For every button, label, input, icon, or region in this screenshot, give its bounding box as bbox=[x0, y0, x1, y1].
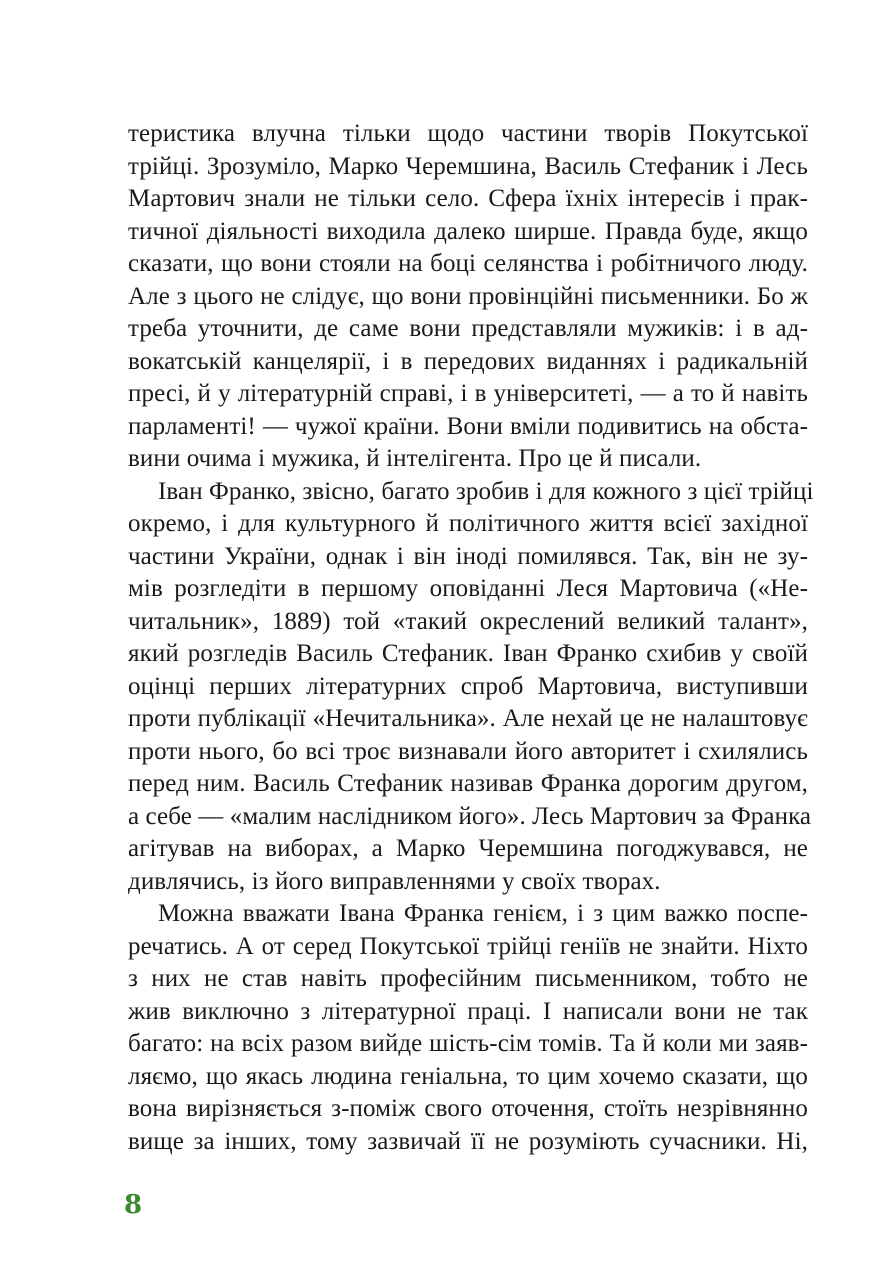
text-line: вокатській канцелярії, і в передових виданнях і радикальній bbox=[128, 347, 808, 375]
body-text bbox=[128, 118, 814, 1158]
text-line: багато: на всіх разом вийде шість-сім томів. Та й коли ми заяв- bbox=[128, 1030, 808, 1057]
text-line: частини України, однак і він іноді помилявся. Так, він не зу- bbox=[128, 542, 808, 570]
text-line: з них не став навіть професійним письменником, тобто не bbox=[128, 965, 808, 992]
text-line: проти публікації «Нечитальника». Але нехай це не налаштовує bbox=[128, 705, 808, 732]
text-line: речатись. А от серед Покутської трійці геніїв не знайти. Ніхто bbox=[128, 932, 808, 960]
text-line: трійці. Зрозуміло, Марко Черемшина, Василь Стефаник і Лесь bbox=[128, 152, 808, 180]
paragraph-1 bbox=[128, 118, 808, 476]
text-line: ляємо, що якась людина геніальна, то цим хочемо сказати, що bbox=[128, 1062, 808, 1090]
text-line: треба уточнити, де саме вони представляли мужиків: і в ад- bbox=[128, 315, 808, 342]
text-line: а себе — «малим наслідником його». Лесь Мартович за Франка bbox=[128, 802, 812, 830]
page-number: 8 bbox=[124, 1190, 143, 1220]
text-line: перед ним. Василь Стефаник називав Франка дорогим другом, bbox=[128, 770, 808, 797]
text-line: вище за інших, тому зазвичай її не розуміють сучасники. Ні, bbox=[128, 1127, 808, 1155]
text-line: дивлячись, із його виправленнями у своїх творах. bbox=[128, 867, 661, 895]
text-line: Мартович знали не тільки село. Сфера їхніх інтересів і прак- bbox=[128, 185, 808, 212]
text-line: жив виключно з літературної праці. І написали вони не так bbox=[128, 997, 808, 1025]
text-line: Але з цього не слідує, що вони провінційні письменники. Бо ж bbox=[128, 282, 808, 310]
text-line: вини очима і мужика, й інтелігента. Про це й писали. bbox=[128, 445, 702, 472]
text-line: читальник», 1889) той «такий окреслений великий талант», bbox=[128, 607, 808, 635]
text-line: агітував на виборах, а Марко Черемшина погоджувався, не bbox=[128, 835, 808, 862]
text-line: мів розгледіти в першому оповіданні Леся Мартовича («Не- bbox=[128, 575, 808, 602]
text-line: Можна вважати Івана Франка генієм, і з цим важко поспе- bbox=[158, 900, 808, 927]
paragraph-2 bbox=[128, 476, 814, 899]
text-line: теристика влучна тільки щодо частини творів Покутської bbox=[128, 120, 808, 147]
text-line: пресі, й у літературній справі, і в університеті, — а то й навіть bbox=[128, 380, 808, 407]
text-line: сказати, що вони стояли на боці селянства і робітничого люду. bbox=[128, 250, 808, 277]
text-line: окремо, і для культурного й політичного життя всієї західної bbox=[128, 510, 808, 537]
text-line: який розгледів Василь Стефаник. Іван Франко схибив у своїй bbox=[128, 640, 808, 667]
text-line: оцінці перших літературних спроб Мартовича, виступивши bbox=[128, 672, 808, 700]
text-line: тичної діяльності виходила далеко ширше. Правда буде, якщо bbox=[128, 217, 808, 245]
text-line: парламенті! — чужої країни. Вони вміли подивитись на обста- bbox=[128, 412, 808, 440]
text-line: вона вирізняється з-поміж свого оточення, стоїть незрівнянно bbox=[128, 1095, 808, 1122]
paragraph-3 bbox=[128, 898, 808, 1158]
text-line: Іван Франко, звісно, багато зробив і для кожного з цієї трійці bbox=[158, 477, 814, 505]
text-line: проти нього, бо всі троє визнавали його авторитет і схилялись bbox=[128, 737, 808, 765]
